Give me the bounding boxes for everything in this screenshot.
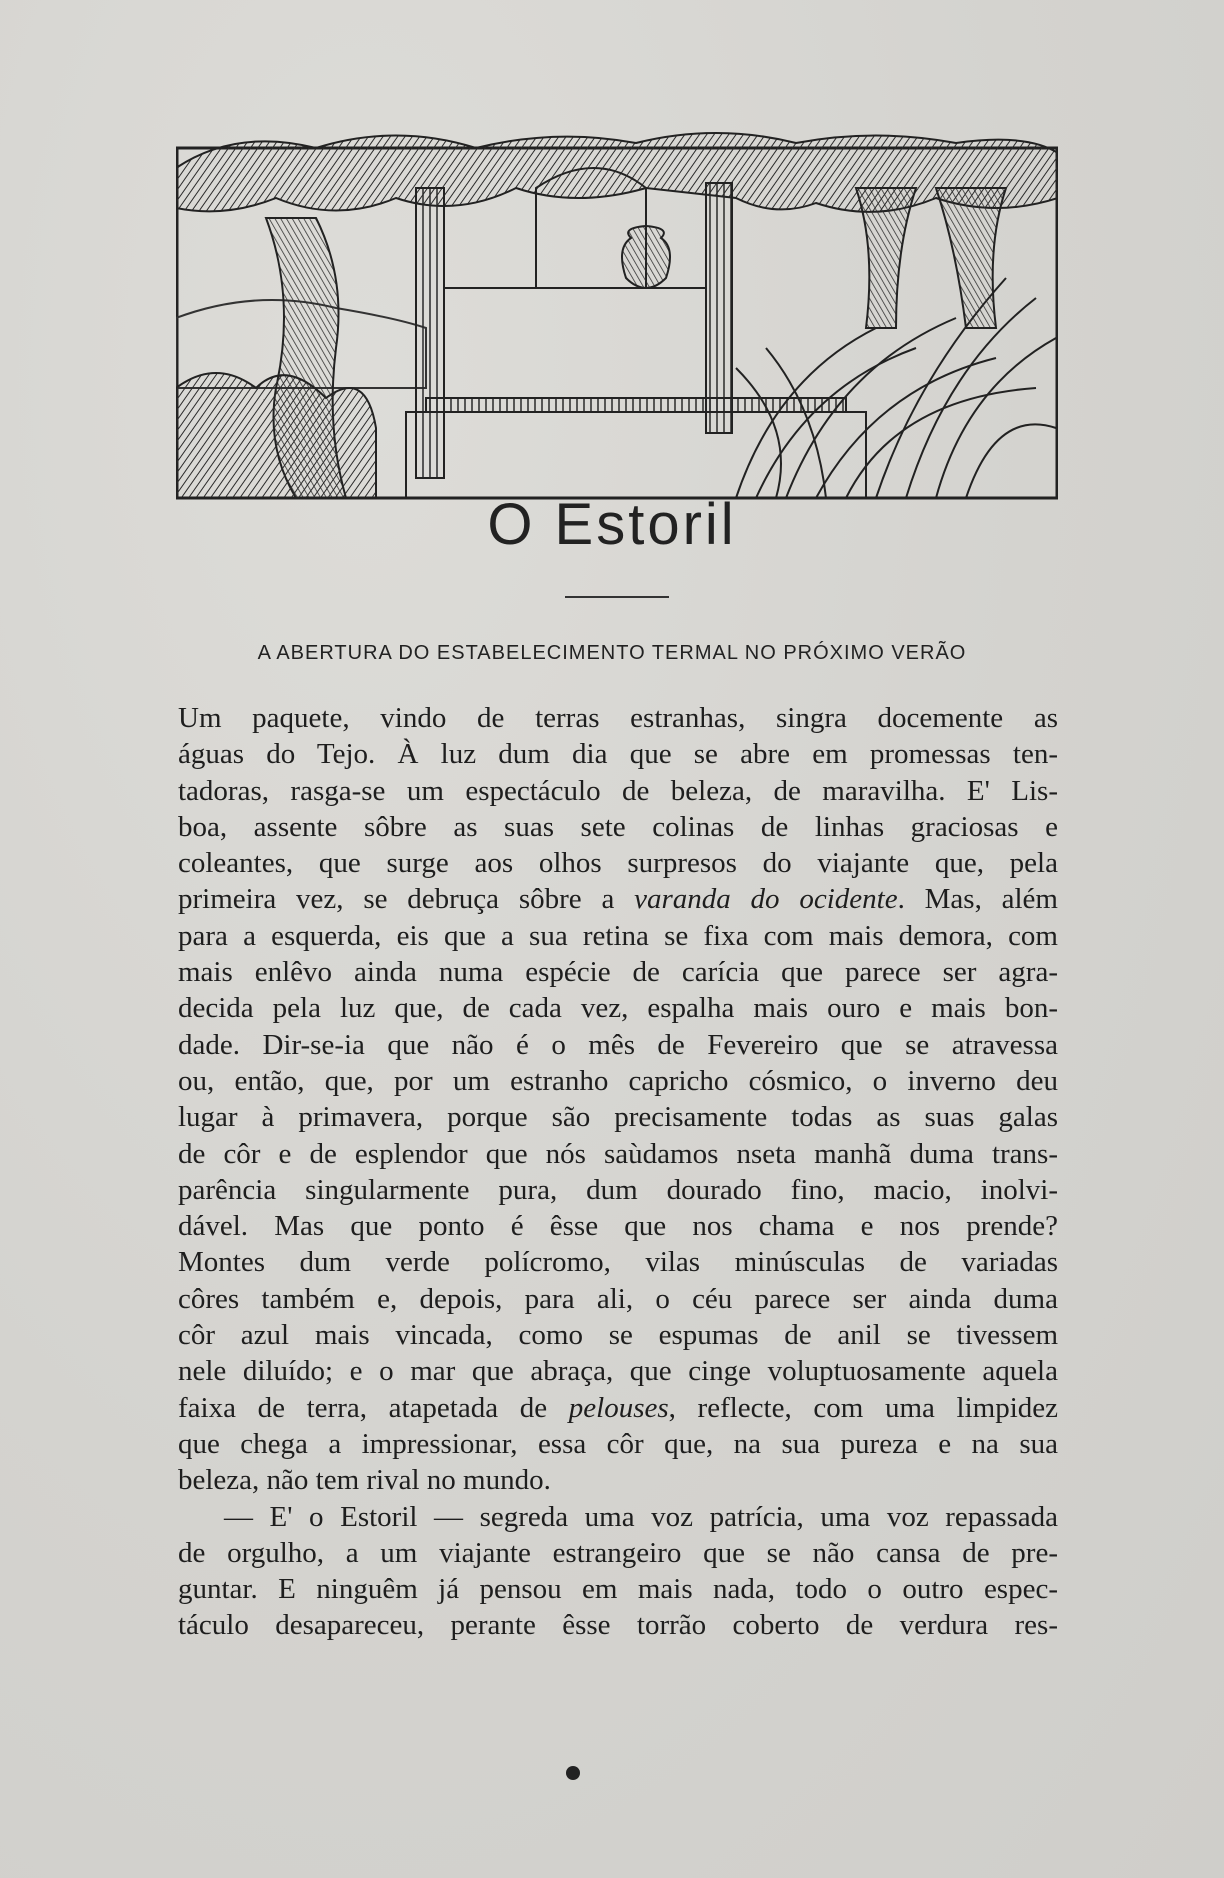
- text-line: mais enlêvo ainda numa espécie de carícia que parece ser agra-: [178, 956, 1058, 989]
- article-title: O Estoril: [487, 492, 737, 557]
- text-line: para a esquerda, eis que a sua retina se fixa com mais demora, com: [178, 919, 1058, 952]
- text-segment: faixa de terra, atapetada de: [178, 1391, 569, 1424]
- italic-phrase: pelouses: [568, 1391, 669, 1424]
- text-line: de orgulho, a um viajante estrangeiro que se não cansa de pre-: [178, 1536, 1058, 1569]
- text-line: — E' o Estoril — segreda uma voz patrícia, uma voz repassada: [224, 1500, 1058, 1533]
- title-divider: [565, 596, 669, 598]
- text-line: beleza, não tem rival no mundo.: [178, 1464, 551, 1497]
- text-line: tadoras, rasga-se um espectáculo de beleza, de maravilha. E' Lis-: [178, 774, 1058, 807]
- text-line: [178, 881, 1058, 917]
- text-line: táculo desapareceu, perante êsse torrão coberto de verdura res-: [178, 1609, 1058, 1642]
- page-ornament: [566, 1766, 580, 1780]
- text-line: nele diluído; e o mar que abraça, que cinge voluptuosamente aquela: [178, 1355, 1058, 1388]
- garden-engraving-image: [176, 128, 1058, 500]
- article-body: [178, 700, 1058, 1644]
- text-segment: , reflecte, com uma limpidez: [668, 1391, 1058, 1424]
- text-line: coleantes, que surge aos olhos surpresos do viajante que, pela: [178, 847, 1058, 880]
- text-line: decida pela luz que, de cada vez, espalha mais ouro e mais bon-: [178, 992, 1058, 1025]
- text-line: lugar à primavera, porque são precisamente todas as suas galas: [178, 1101, 1058, 1134]
- text-segment: . Mas, além: [897, 883, 1058, 916]
- italic-phrase: varanda do ocidente: [634, 883, 898, 916]
- garden-illustration: [176, 128, 1058, 500]
- text-line: dade. Dir-se-ia que não é o mês de Fevereiro que se atravessa: [178, 1028, 1058, 1061]
- text-line: côres também e, depois, para ali, o céu parece ser ainda duma: [178, 1282, 1058, 1315]
- text-line: de côr e de esplendor que nós saùdamos nseta manhã duma trans-: [178, 1137, 1058, 1170]
- text-line: [178, 1390, 1058, 1426]
- text-line: águas do Tejo. À luz dum dia que se abre em promessas ten-: [178, 738, 1058, 771]
- text-line: côr azul mais vincada, como se espumas de anil se tivessem: [178, 1319, 1058, 1352]
- text-line: boa, assente sôbre as suas sete colinas de linhas graciosas e: [178, 810, 1058, 843]
- text-line: Montes dum verde polícromo, vilas minúsculas de variadas: [178, 1246, 1058, 1279]
- text-segment: primeira vez, se debruça sôbre a: [178, 883, 635, 916]
- text-line: parência singularmente pura, dum dourado fino, macio, inolvi-: [178, 1173, 1058, 1206]
- text-line: Um paquete, vindo de terras estranhas, singra docemente as: [178, 702, 1058, 734]
- text-line: que chega a impressionar, essa côr que, na sua pureza e na sua: [178, 1427, 1058, 1460]
- text-line: guntar. E ninguêm já pensou em mais nada, todo o outro espec-: [178, 1573, 1058, 1606]
- text-line: dável. Mas que ponto é êsse que nos chama e nos prende?: [178, 1210, 1058, 1243]
- article-subtitle: A ABERTURA DO ESTABELECIMENTO TERMAL NO PRÓXIMO VERÃO: [257, 642, 967, 664]
- text-line: ou, então, que, por um estranho capricho cósmico, o inverno deu: [178, 1064, 1058, 1097]
